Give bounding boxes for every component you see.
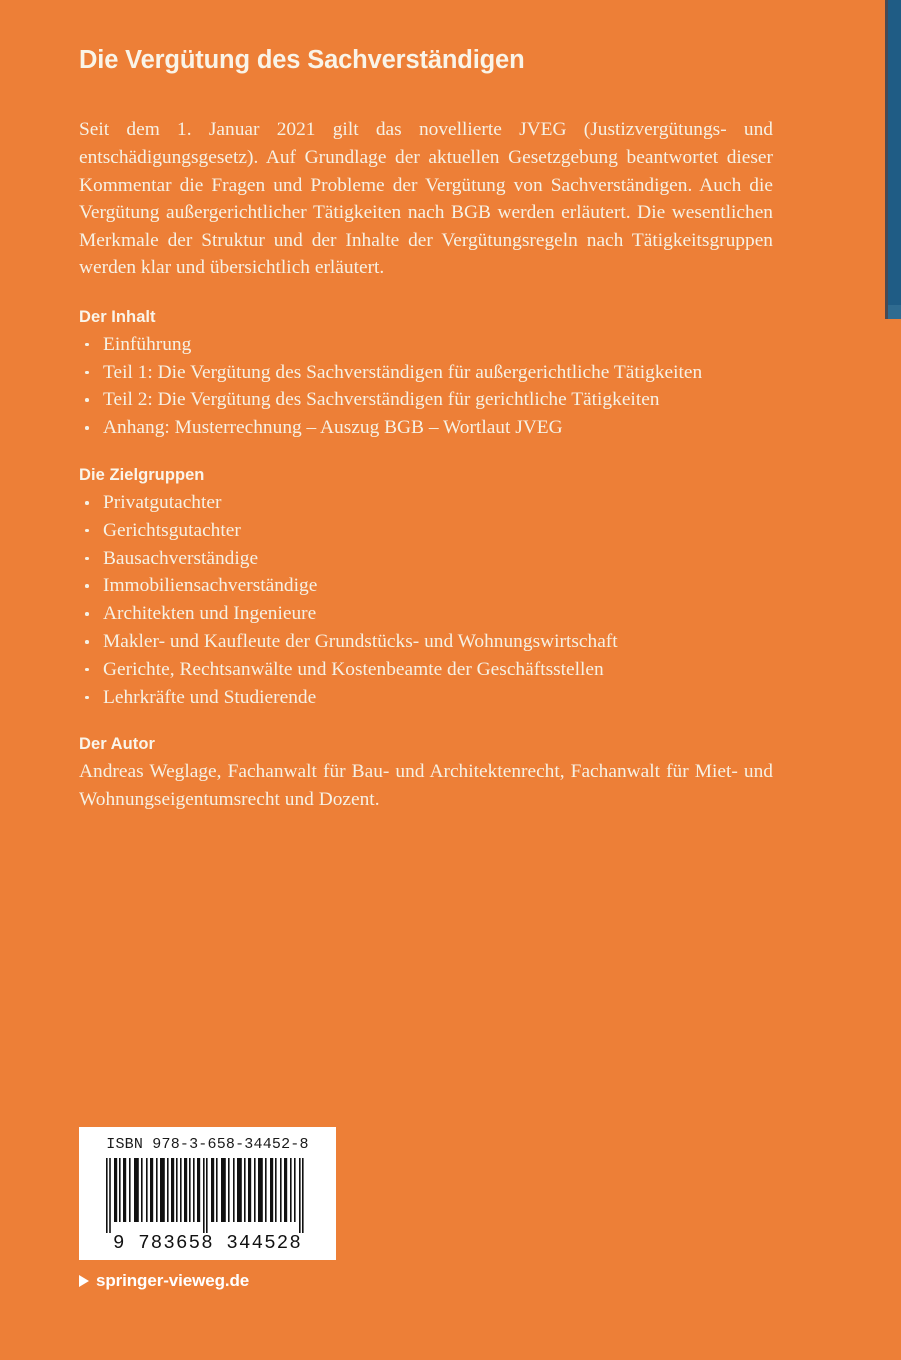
page-title: Die Vergütung des Sachverständigen bbox=[79, 46, 525, 74]
isbn-barcode-box bbox=[79, 1127, 336, 1260]
section-heading-inhalt: Der Inhalt bbox=[79, 307, 156, 326]
section-autor bbox=[79, 735, 773, 813]
spine-accent-band-foot bbox=[888, 305, 901, 319]
list-item: Einführung bbox=[79, 331, 773, 359]
play-triangle-icon bbox=[79, 1275, 89, 1287]
list-item: Gerichte, Rechtsanwälte und Kostenbeamte der Geschäftsstellen bbox=[79, 656, 773, 684]
list-item: Teil 2: Die Vergütung des Sachverständigen für gerichtliche Tätigkeiten bbox=[79, 386, 773, 414]
section-heading-autor: Der Autor bbox=[79, 735, 155, 754]
list-item: Gerichtsgutachter bbox=[79, 517, 773, 545]
section-inhalt bbox=[79, 308, 773, 442]
cover-content bbox=[79, 46, 773, 814]
list-item: Teil 1: Die Vergütung des Sachverständigen für außergerichtliche Tätigkeiten bbox=[79, 359, 773, 387]
spine-accent-band bbox=[885, 0, 901, 319]
list-item: Architekten und Ingenieure bbox=[79, 600, 773, 628]
list-item: Bausachverständige bbox=[79, 545, 773, 573]
zielgruppen-list bbox=[79, 489, 773, 711]
author-bio: Andreas Weglage, Fachanwalt für Bau- und Architektenrecht, Fachanwalt für Miet- und Wohnungseigentumsrecht und Dozent. bbox=[79, 761, 773, 811]
isbn-text: ISBN 978-3-658-34452-8 bbox=[106, 1136, 309, 1153]
barcode-footer bbox=[79, 1127, 336, 1291]
ean13-barcode-icon bbox=[105, 1158, 310, 1233]
list-item: Makler- und Kaufleute der Grundstücks- und Wohnungswirtschaft bbox=[79, 628, 773, 656]
barcode-digits: 9 783658 344528 bbox=[112, 1232, 303, 1254]
list-item: Anhang: Musterrechnung – Auszug BGB – Wortlaut JVEG bbox=[79, 414, 773, 442]
list-item: Immobiliensachverständige bbox=[79, 572, 773, 600]
publisher-imprint bbox=[79, 1271, 336, 1291]
section-zielgruppen bbox=[79, 466, 773, 711]
imprint-website: springer-vieweg.de bbox=[96, 1271, 250, 1290]
list-item: Privatgutachter bbox=[79, 489, 773, 517]
inhalt-list bbox=[79, 331, 773, 442]
section-heading-zielgruppen: Die Zielgruppen bbox=[79, 466, 205, 485]
book-description: Seit dem 1. Januar 2021 gilt das novellierte JVEG (Justizvergütungs- und entschädigungsgesetz). Auf Grundlage der aktuellen Gesetzgebung beantwortet dieser Kommentar die Fragen und Probleme der Vergütung von Sachverständigen. Auch die Vergütung außergerichtlicher Tätigkeiten nach BGB werden erläutert. Die wesentlichen Merkmale der Struktur und der Inhalte der Vergütungsregeln nach Tätigkeitsgruppen werden klar und übersichtlich erläutert. bbox=[79, 119, 773, 279]
list-item: Lehrkräfte und Studierende bbox=[79, 684, 773, 712]
